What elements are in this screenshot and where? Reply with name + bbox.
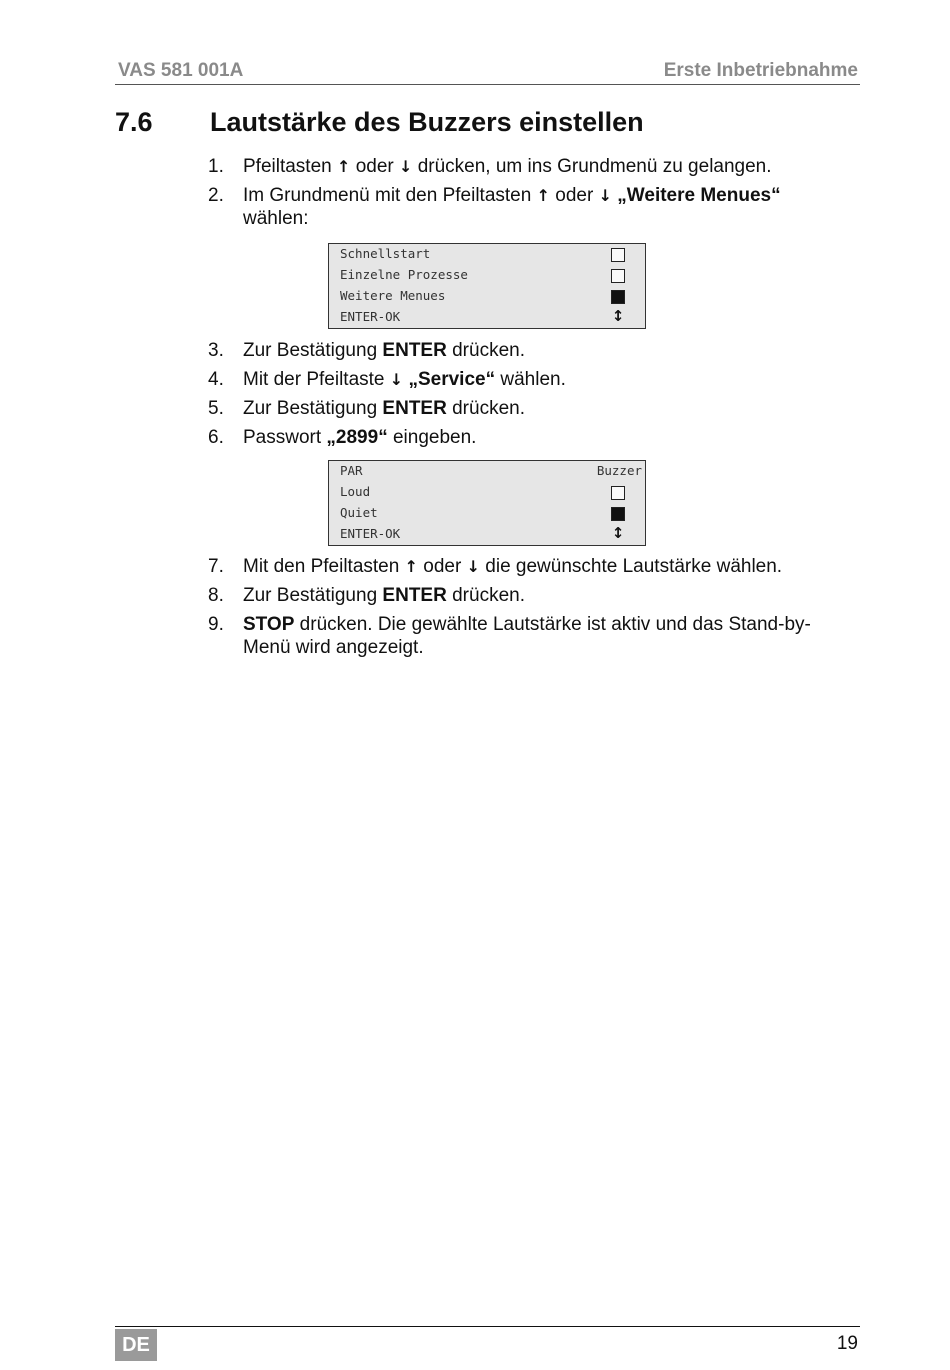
step-text: drücken. xyxy=(452,585,525,606)
step-text: Mit der Pfeiltaste xyxy=(243,369,385,390)
step-text: drücken. xyxy=(452,398,525,419)
checkbox-filled-icon xyxy=(611,507,625,521)
chapter-title: Erste Inbetriebnahme xyxy=(663,60,858,81)
arrow-down-icon: ↓ xyxy=(399,157,413,176)
step-text: drücken. Die gewählte Lautstärke ist aktiv und das Stand-by-Menü wird angezeigt. xyxy=(243,614,811,658)
step-text: oder xyxy=(423,556,462,577)
section-title: Lautstärke des Buzzers einstellen xyxy=(210,107,644,137)
arrow-down-icon: ↓ xyxy=(389,370,404,389)
document-id: VAS 581 001A xyxy=(118,60,244,81)
step-text: Pfeiltasten xyxy=(243,156,332,177)
menu-name: „Weitere Menues“ xyxy=(617,185,781,206)
step-number: 6. xyxy=(208,427,224,448)
step-text: Zur Bestätigung xyxy=(243,340,378,361)
step-text: die gewünschte Lautstärke wählen. xyxy=(485,556,783,577)
step-number: 2. xyxy=(208,185,224,206)
step-number: 5. xyxy=(208,398,224,419)
updown-arrow-icon: ↕ xyxy=(611,524,625,542)
key-name: ENTER xyxy=(382,398,447,419)
key-name: STOP xyxy=(243,614,295,635)
page-footer xyxy=(115,1326,860,1361)
arrow-down-icon: ↓ xyxy=(466,557,480,576)
step-text: eingeben. xyxy=(392,427,477,448)
step-text: drücken, um ins Grundmenü zu gelangen. xyxy=(417,156,772,177)
key-name: ENTER xyxy=(382,585,447,606)
checkbox-filled-icon xyxy=(611,290,625,304)
lcd-row: Schnellstart xyxy=(340,246,431,261)
step-text: Im Grundmenü mit den Pfeiltasten xyxy=(243,185,532,206)
lcd-row: Quiet xyxy=(340,505,378,520)
menu-name: „Service“ xyxy=(408,369,496,390)
step-number: 8. xyxy=(208,585,224,606)
step-number: 9. xyxy=(208,614,224,635)
page-number: 19 xyxy=(836,1333,858,1354)
step-text: drücken. xyxy=(452,340,525,361)
arrow-up-icon: ↑ xyxy=(404,557,418,576)
step-text: oder xyxy=(355,156,394,177)
section-number: 7.6 xyxy=(115,107,153,137)
arrow-up-icon: ↑ xyxy=(337,157,351,176)
step-number: 3. xyxy=(208,340,224,361)
step-number: 1. xyxy=(208,156,224,177)
step-text: wählen: xyxy=(243,208,309,229)
step-text: wählen. xyxy=(500,369,566,390)
key-name: ENTER xyxy=(382,340,447,361)
step-text: Zur Bestätigung xyxy=(243,585,378,606)
password-value: „2899“ xyxy=(326,427,388,448)
lcd-row: ENTER-OK xyxy=(340,309,401,324)
checkbox-empty-icon xyxy=(611,269,625,283)
step-text: Mit den Pfeiltasten xyxy=(243,556,400,577)
lcd-display-main-menu xyxy=(328,243,646,329)
checkbox-empty-icon xyxy=(611,486,625,500)
step-text: Zur Bestätigung xyxy=(243,398,378,419)
lcd-parameter-name: Buzzer xyxy=(596,463,642,478)
checkbox-empty-icon xyxy=(611,248,625,262)
arrow-up-icon: ↑ xyxy=(536,186,550,205)
step-text: oder xyxy=(555,185,594,206)
language-badge: DE xyxy=(115,1329,157,1361)
lcd-row: ENTER-OK xyxy=(340,526,401,541)
lcd-row: Loud xyxy=(340,484,371,499)
arrow-down-icon: ↓ xyxy=(598,186,612,205)
lcd-row: Weitere Menues xyxy=(340,288,446,303)
lcd-display-buzzer xyxy=(328,460,646,546)
updown-arrow-icon: ↕ xyxy=(611,307,625,325)
step-number: 7. xyxy=(208,556,224,577)
page-header xyxy=(115,58,860,85)
lcd-row: PAR xyxy=(340,463,363,478)
lcd-row: Einzelne Prozesse xyxy=(340,267,468,282)
step-number: 4. xyxy=(208,369,224,390)
step-text: Passwort xyxy=(243,427,322,448)
